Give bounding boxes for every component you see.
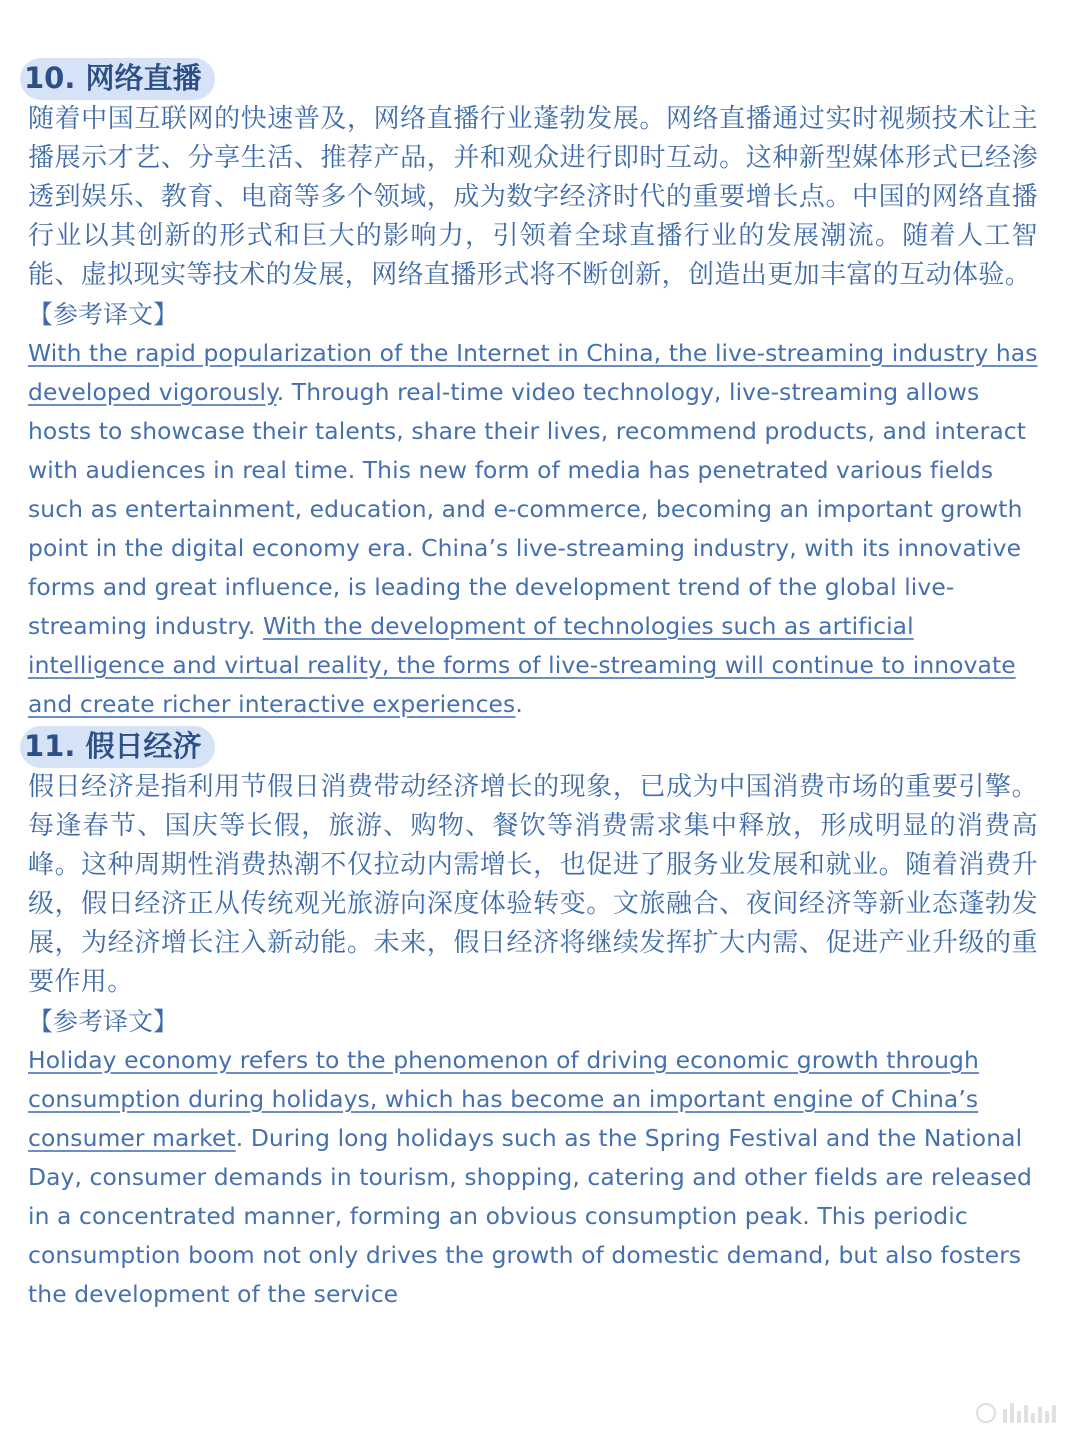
translation-text: . Through real-time video technology, live-streaming allows hosts to showcase their talents, share their lives, recommend products, and interact with audiences in real time. This new form of media has penetrated various fields such as entertainment, education, and e-commerce, becoming an important growth point in the digital economy era. China’s live-streaming industry, with its innovative forms and great influence, is leading the development trend of the global live-streaming industry. bbox=[28, 378, 1027, 640]
english-translation bbox=[28, 1041, 1038, 1314]
watermark-bar-icon bbox=[1003, 1409, 1007, 1423]
section-title: 11. 假日经济 bbox=[20, 726, 215, 768]
watermark-bar-icon bbox=[1010, 1403, 1014, 1423]
watermark-bar-icon bbox=[1038, 1407, 1042, 1423]
chinese-paragraph: 假日经济是指利用节假日消费带动经济增长的现象，已成为中国消费市场的重要引擎。每逢春节、国庆等长假，旅游、购物、餐饮等消费需求集中释放，形成明显的消费高峰。这种周期性消费热潮不仅拉动内需增长，也促进了服务业发展和就业。随着消费升级，假日经济正从传统观光旅游向深度体验转变。文旅融合、夜间经济等新业态蓬勃发展，为经济增长注入新动能。未来，假日经济将继续发挥扩大内需、促进产业升级的重要作用。 bbox=[28, 772, 1038, 997]
translation-text: . During long holidays such as the Spring Festival and the National Day, consumer demands in tourism, shopping, catering and other fields are released in a concentrated manner, forming an obvious consumption peak. This periodic consumption boom not only drives the growth of domestic demand, but also fosters the development of the service bbox=[28, 1124, 1032, 1308]
reference-translation-label: 【参考译文】 bbox=[28, 1007, 179, 1036]
translation-text: . bbox=[515, 690, 523, 718]
chinese-paragraph: 随着中国互联网的快速普及，网络直播行业蓬勃发展。网络直播通过实时视频技术让主播展示才艺、分享生活、推荐产品，并和观众进行即时互动。这种新型媒体形式已经渗透到娱乐、教育、电商等多个领域，成为数字经济时代的重要增长点。中国的网络直播行业以其创新的形式和巨大的影响力，引领着全球直播行业的发展潮流。随着人工智能、虚拟现实等技术的发展，网络直播形式将不断创新，创造出更加丰富的互动体验。 bbox=[28, 104, 1038, 290]
section-live-streaming bbox=[24, 58, 1038, 724]
underlined-sentence: With the rapid popularization of the Internet in China, the live-streaming industry has developed vigorously bbox=[28, 339, 1038, 406]
watermark-circle-icon bbox=[976, 1403, 996, 1423]
watermark-logo bbox=[976, 1403, 1056, 1423]
watermark-bar-icon bbox=[1024, 1405, 1028, 1423]
english-translation bbox=[28, 334, 1038, 724]
document-page bbox=[24, 58, 1038, 1316]
watermark-bar-icon bbox=[1052, 1405, 1056, 1423]
reference-translation-label: 【参考译文】 bbox=[28, 300, 179, 329]
underlined-sentence: Holiday economy refers to the phenomenon of driving economic growth through consumption during holidays, which has become an important engine of China’s consumer market bbox=[28, 1046, 979, 1152]
underlined-sentence: With the development of technologies such as artificial intelligence and virtual reality, the forms of live-streaming will continue to innovate and create richer interactive experiences bbox=[28, 612, 1016, 718]
section-holiday-economy bbox=[24, 726, 1038, 1314]
section-title: 10. 网络直播 bbox=[20, 58, 215, 100]
watermark-bar-icon bbox=[1031, 1413, 1035, 1423]
watermark-bar-icon bbox=[1045, 1411, 1049, 1423]
watermark-bar-icon bbox=[1017, 1411, 1021, 1423]
